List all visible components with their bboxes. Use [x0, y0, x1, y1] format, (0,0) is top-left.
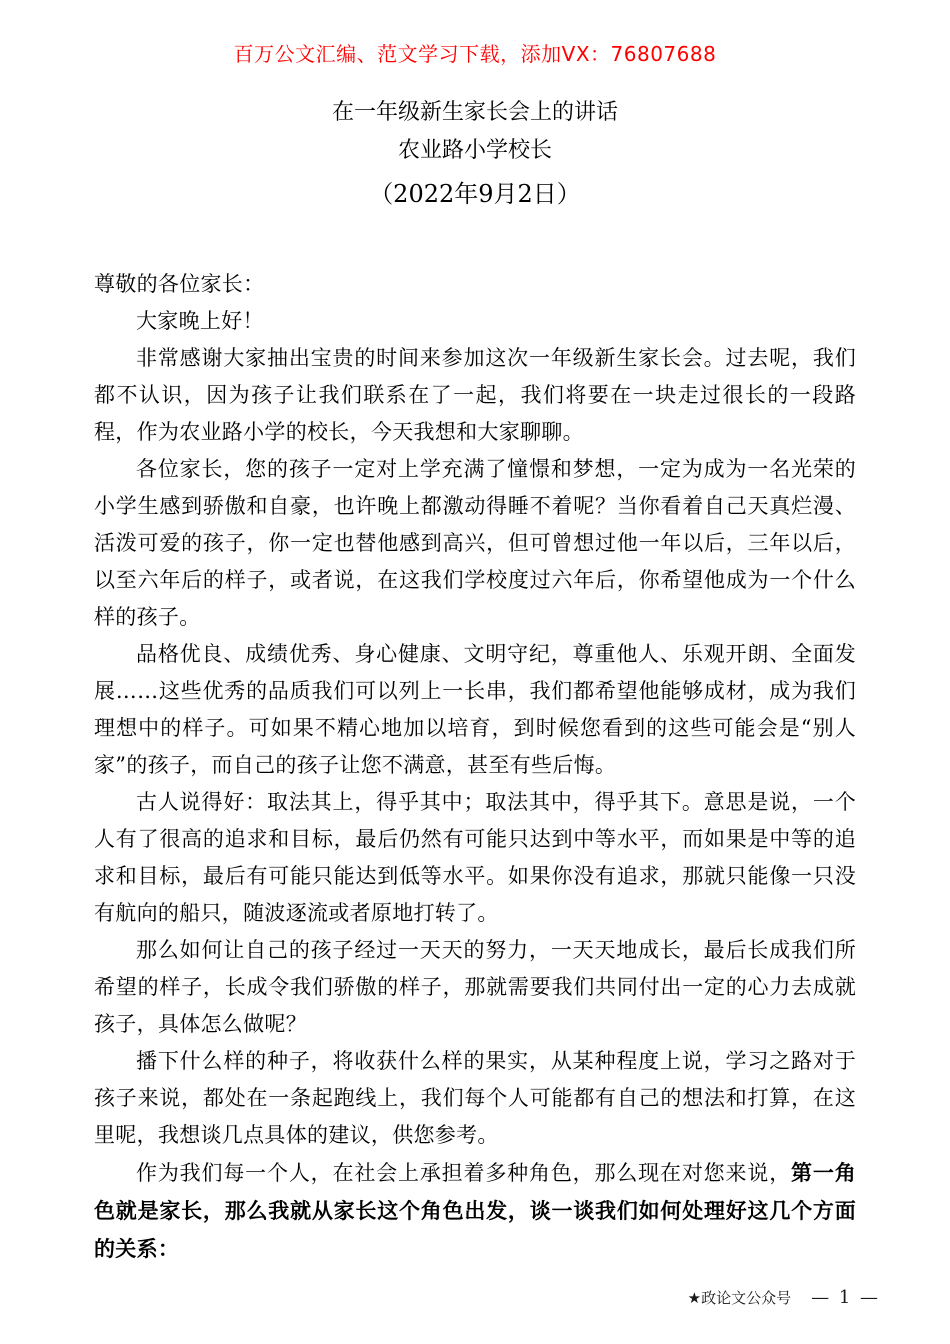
paragraph: 品格优良、成绩优秀、身心健康、文明守纪，尊重他人、乐观开朗、全面发展……这些优秀的品质我们可以列上一长串，我们都希望他能够成材，成为我们理想中的样子。可如果不精心地加以培育，到时候您看到的这些可能会是“别人家”的孩子，而自己的孩子让您不满意，甚至有些后悔。: [94, 642, 856, 777]
paragraph-text: 作为我们每一个人，在社会上承担着多种角色，那么现在对您来说，: [136, 1161, 792, 1185]
paragraph-text-bold: 第一角色就是家长，那么我就从家长这个角色出发，谈一谈我们如何处理好这几个方面的关系：: [94, 1160, 856, 1261]
watermark: ★政论文公众号: [687, 1289, 792, 1307]
paragraph-greeting: 大家晚上好！: [136, 309, 264, 333]
title-block: [94, 94, 856, 214]
page-number: — 1 —: [811, 1287, 880, 1308]
document-date: （2022年9月2日）: [369, 180, 581, 208]
page-footer: [688, 1287, 880, 1308]
paragraph: 非常感谢大家抽出宝贵的时间来参加这次一年级新生家长会。过去呢，我们都不认识，因为孩子让我们联系在了一起，我们将要在一块走过很长的一段路程，作为农业路小学的校长，今天我想和大家聊聊。: [94, 346, 856, 444]
paragraph: 古人说得好：取法其上，得乎其中；取法其中，得乎其下。意思是说，一个人有了很高的追求和目标，最后仍然有可能只达到中等水平，而如果是中等的追求和目标，最后有可能只能达到低等水平。如果你没有追求，那就只能像一只没有航向的船只，随波逐流或者原地打转了。: [94, 790, 856, 925]
document-author: 农业路小学校长: [397, 138, 552, 163]
document-body: [94, 266, 856, 1268]
paragraph-salutation: 尊敬的各位家长：: [94, 272, 265, 296]
document-title: 在一年级新生家长会上的讲话: [331, 100, 618, 125]
paragraph-with-emphasis: [94, 1154, 856, 1268]
paragraph: 那么如何让自己的孩子经过一天天的努力，一天天地成长，最后长成我们所希望的样子，长成令我们骄傲的样子，那就需要我们共同付出一定的心力去成就孩子，具体怎么做呢？: [94, 938, 856, 1036]
paragraph: 播下什么样的种子，将收获什么样的果实，从某种程度上说，学习之路对于孩子来说，都处在一条起跑线上，我们每个人可能都有自己的想法和打算，在这里呢，我想谈几点具体的建议，供您参考。: [94, 1049, 856, 1147]
promo-banner: 百万公文汇编、范文学习下载，添加VX：76807688: [233, 42, 717, 66]
paragraph: 各位家长，您的孩子一定对上学充满了憧憬和梦想，一定为成为一名光荣的小学生感到骄傲和自豪，也许晚上都激动得睡不着呢？当你看着自己天真烂漫、活泼可爱的孩子，你一定也替他感到高兴，但可曾想过他一年以后，三年以后，以至六年后的样子，或者说，在这我们学校度过六年后，你希望他成为一个什么样的孩子。: [94, 457, 856, 629]
